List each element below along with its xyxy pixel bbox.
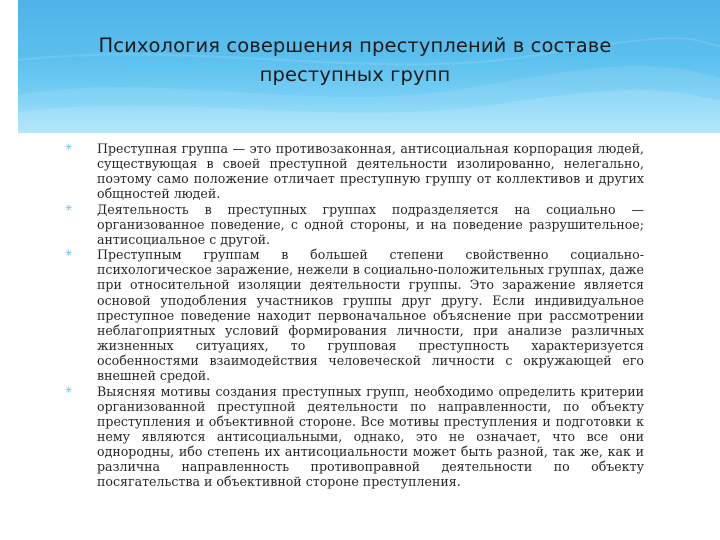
bullet-item bbox=[65, 141, 644, 202]
bullet-icon: ✳ bbox=[65, 203, 73, 214]
bullet-item bbox=[65, 247, 644, 384]
slide-title-line-1: Психология совершения преступлений в составе bbox=[98, 34, 612, 57]
bullet-item bbox=[65, 201, 644, 247]
bullet-text: Преступным группам в большей степени свойственно социально-психологическое заражение, нежели в социально-положительных группах, даже при относительной изоляции деятельности группы. Это заражение является основой уподобления участников группы друг другу. Если индивидуальное преступное поведение находит первоначальное объяснение при рассмотрении неблагоприятных условий формирования личности, при анализе различных жизненных ситуациях, то групповая преступность характеризуется особенностями взаимодействия человеческой личности с окружающей его внешней средой. bbox=[97, 247, 644, 384]
bullet-icon: ✳ bbox=[65, 143, 73, 153]
bullet-list bbox=[65, 141, 644, 490]
bullet-icon: ✳ bbox=[65, 249, 73, 260]
bullet-item bbox=[65, 383, 644, 490]
bullet-icon: ✳ bbox=[65, 385, 73, 396]
bullet-text: Деятельность в преступных группах подразделяется на социально — организованное поведение, с одной стороны, и на поведение разрушительное; антисоциальное с другой. bbox=[97, 201, 644, 247]
content-area bbox=[65, 141, 644, 490]
bullet-text: Выясняя мотивы создания преступных групп, необходимо определить критерии организованной преступной деятельности по направленности, по объекту преступления и объективной стороне. Все мотивы преступления и подготовки к нему являются антисоциальными, однако, это не означает, что все они однородны, ибо степень их антисоциальности может быть разной, так же, как и различна направленность противоправной деятельности по объекту посягательства и объективной стороне преступления. bbox=[97, 383, 644, 490]
slide-title-line-2: преступных групп bbox=[259, 63, 451, 86]
bullet-text: Преступная группа — это противозаконная, антисоциальная корпорация людей, существующая в своей преступной деятельности изолированно, нелегально, поэтому само положение отличает преступную группу от коллективов и других общностей людей. bbox=[97, 141, 644, 202]
slide-title bbox=[60, 31, 650, 89]
